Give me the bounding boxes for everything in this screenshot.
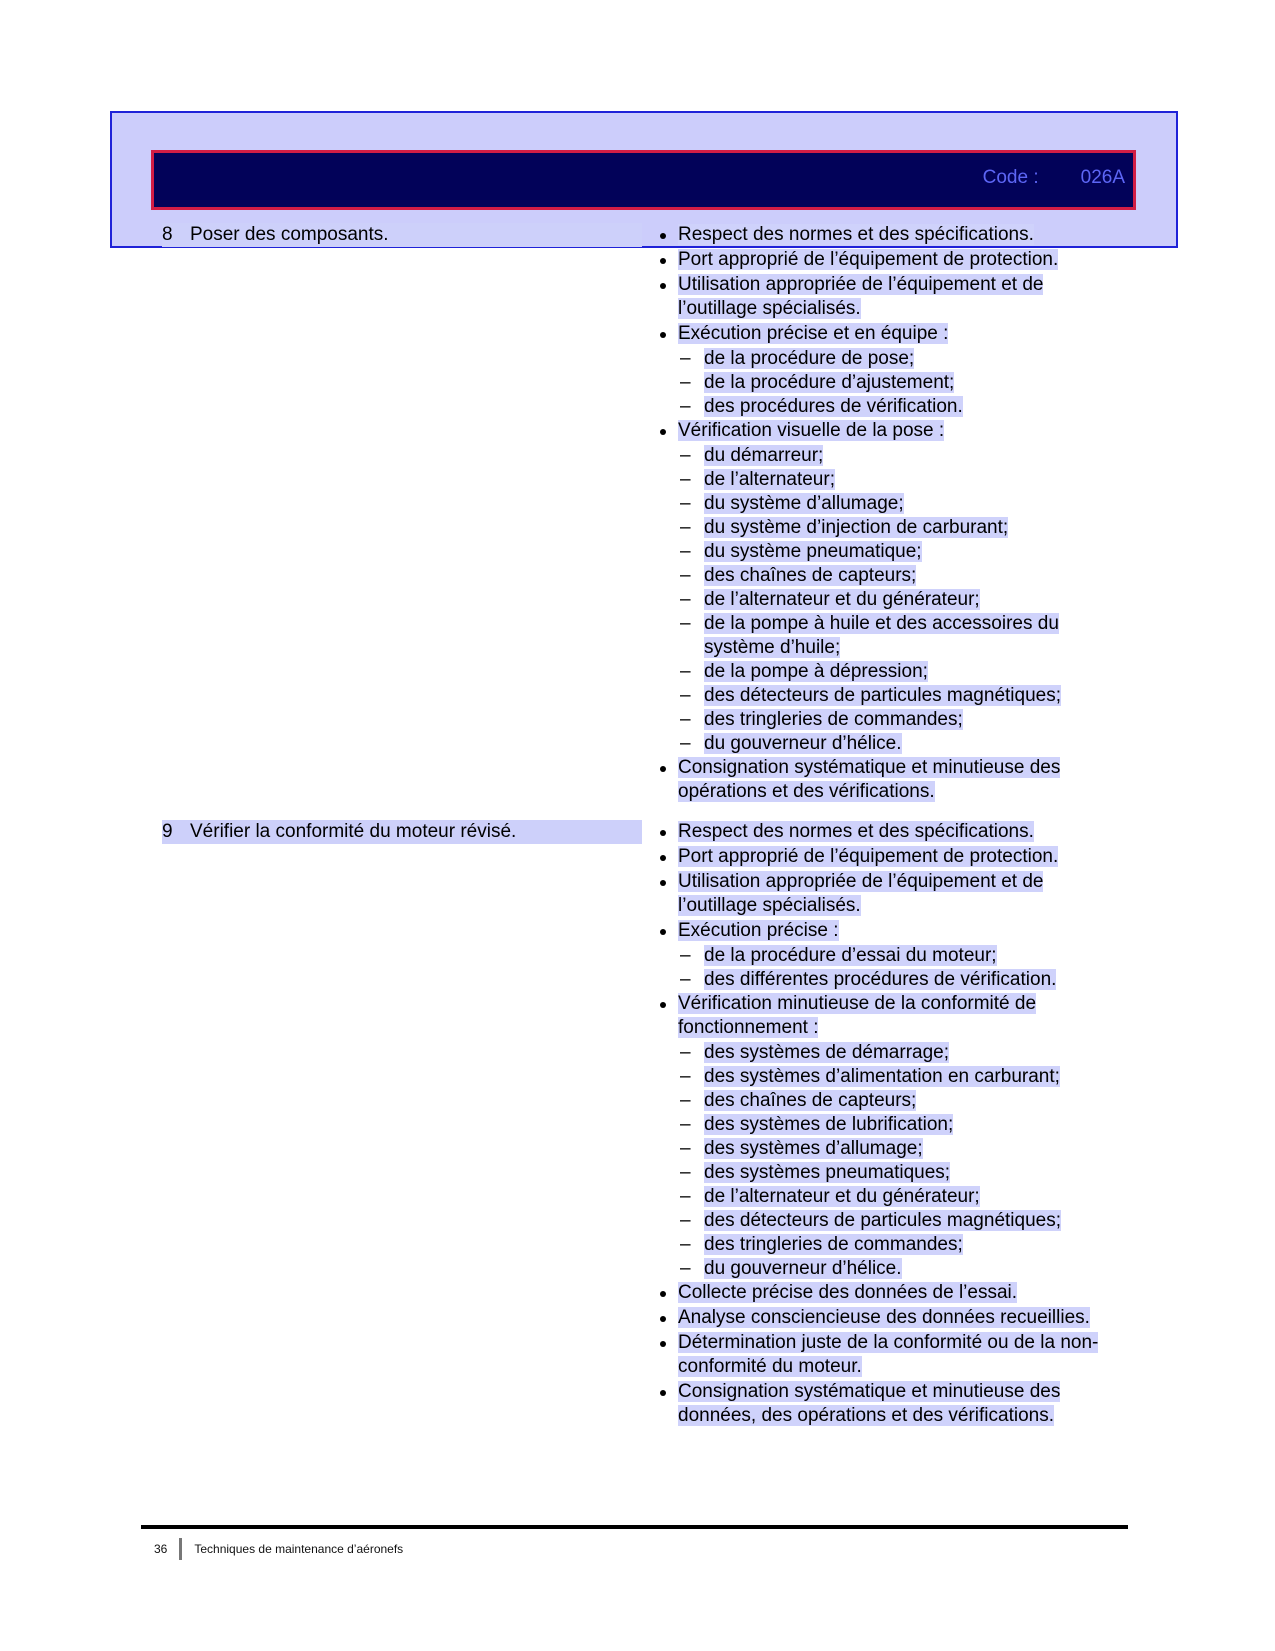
dash-icon: – [680, 589, 691, 610]
criteria-item [656, 273, 1106, 321]
dash-icon: – [680, 613, 691, 634]
dash-icon: – [680, 469, 691, 490]
dash-icon: – [680, 1042, 691, 1063]
criteria-subitem [656, 347, 1106, 371]
page-number: 36 [154, 1542, 168, 1556]
criteria-subitem [656, 684, 1106, 708]
subitem-text: des systèmes d’allumage; [704, 1138, 923, 1159]
bullet-icon [660, 1002, 666, 1008]
code-field [983, 167, 1125, 189]
criteria-subitem [656, 588, 1106, 612]
dash-icon: – [680, 348, 691, 369]
element-number: 8 [162, 224, 173, 245]
bullet-icon [660, 880, 666, 886]
criteria-subitem [656, 516, 1106, 540]
subitem-text: du système pneumatique; [704, 541, 922, 562]
criteria-text: Vérification minutieuse de la conformité de fonctionnement : [678, 993, 1037, 1038]
dash-icon: – [680, 1162, 691, 1183]
criteria-subitem [656, 708, 1106, 732]
dash-icon: – [680, 1210, 691, 1231]
dash-icon: – [680, 565, 691, 586]
subitem-text: des systèmes de lubrification; [704, 1114, 954, 1135]
criteria-text: Consignation systématique et minutieuse des opérations et des vérifications. [678, 757, 1061, 802]
criteria-text: Utilisation appropriée de l’équipement et de l’outillage spécialisés. [678, 871, 1044, 916]
bullet-icon [660, 830, 666, 836]
footer-rule [141, 1525, 1128, 1529]
subitem-text: du gouverneur d’hélice. [704, 1258, 902, 1279]
criteria-text: Utilisation appropriée de l’équipement et de l’outillage spécialisés. [678, 274, 1044, 319]
criteria-item [656, 1306, 1106, 1330]
criteria-item [656, 992, 1106, 1040]
bullet-icon [660, 233, 666, 239]
bullet-icon [660, 766, 666, 772]
subitem-text: de l’alternateur et du générateur; [704, 1186, 980, 1207]
dash-icon: – [680, 709, 691, 730]
bullet-icon [660, 283, 666, 289]
criteria-text: Respect des normes et des spécifications. [678, 224, 1034, 245]
subitem-text: des tringleries de commandes; [704, 1234, 963, 1255]
criteria-text: Détermination juste de la conformité ou de la non-conformité du moteur. [678, 1332, 1099, 1377]
footer-separator [179, 1538, 182, 1560]
subitem-text: des détecteurs de particules magnétiques; [704, 685, 1061, 706]
footer-title: Techniques de maintenance d’aéronefs [194, 1542, 404, 1556]
dash-icon: – [680, 541, 691, 562]
criteria-subitem [656, 1113, 1106, 1137]
subitem-text: des tringleries de commandes; [704, 709, 963, 730]
criteria-subitem [656, 660, 1106, 684]
dash-icon: – [680, 969, 691, 990]
dash-icon: – [680, 661, 691, 682]
subitem-text: de la procédure d’ajustement; [704, 372, 955, 393]
criteria-subitem [656, 612, 1106, 660]
criteria-text: Exécution précise et en équipe : [678, 323, 949, 344]
dash-icon: – [680, 396, 691, 417]
criteria-subitem [656, 1089, 1106, 1113]
subitem-text: des systèmes de démarrage; [704, 1042, 950, 1063]
criteria-item [656, 1380, 1106, 1428]
subitem-text: de la procédure de pose; [704, 348, 915, 369]
header-bar [151, 150, 1136, 210]
criteria-item [656, 845, 1106, 869]
bullet-icon [660, 855, 666, 861]
dash-icon: – [680, 493, 691, 514]
subitem-text: des chaînes de capteurs; [704, 565, 917, 586]
element-number: 9 [162, 821, 173, 842]
subitem-text: des systèmes d’alimentation en carburant; [704, 1066, 1060, 1087]
criteria-subitem [656, 395, 1106, 419]
dash-icon: – [680, 1258, 691, 1279]
criteria-subitem [656, 1257, 1106, 1281]
criteria-item [656, 223, 1106, 247]
bullet-icon [660, 1316, 666, 1322]
criteria-item [656, 820, 1106, 844]
criteria-text: Exécution précise : [678, 920, 839, 941]
criteria-subitem [656, 564, 1106, 588]
bullet-icon [660, 429, 666, 435]
criteria-text: Port approprié de l’équipement de protection. [678, 249, 1059, 270]
footer [154, 1538, 403, 1560]
criteria-subitem [656, 492, 1106, 516]
criteria-text: Port approprié de l’équipement de protection. [678, 846, 1059, 867]
bullet-icon [660, 1291, 666, 1297]
criteria-item [656, 1331, 1106, 1379]
criteria-subitem [656, 468, 1106, 492]
bullet-icon [660, 332, 666, 338]
subitem-text: des systèmes pneumatiques; [704, 1162, 951, 1183]
dash-icon: – [680, 685, 691, 706]
subitem-text: du gouverneur d’hélice. [704, 733, 902, 754]
criteria-subitem [656, 944, 1106, 968]
criteria-subitem [656, 1137, 1106, 1161]
dash-icon: – [680, 1066, 691, 1087]
dash-icon: – [680, 517, 691, 538]
criteria-list [656, 820, 1106, 1429]
subitem-text: des différentes procédures de vérification. [704, 969, 1057, 990]
criteria-item [656, 870, 1106, 918]
criteria-subitem [656, 1185, 1106, 1209]
subitem-text: des procédures de vérification. [704, 396, 963, 417]
dash-icon: – [680, 945, 691, 966]
criteria-subitem [656, 1065, 1106, 1089]
bullet-icon [660, 1390, 666, 1396]
criteria-item [656, 322, 1106, 346]
subitem-text: du démarreur; [704, 445, 824, 466]
criteria-text: Collecte précise des données de l’essai. [678, 1282, 1018, 1303]
criteria-subitem [656, 1161, 1106, 1185]
dash-icon: – [680, 1138, 691, 1159]
dash-icon: – [680, 1186, 691, 1207]
bullet-icon [660, 1341, 666, 1347]
subitem-text: du système d’injection de carburant; [704, 517, 1009, 538]
dash-icon: – [680, 372, 691, 393]
dash-icon: – [680, 1234, 691, 1255]
criteria-subitem [656, 968, 1106, 992]
criteria-text: Vérification visuelle de la pose : [678, 420, 945, 441]
criteria-subitem [656, 444, 1106, 468]
criteria-item [656, 248, 1106, 272]
bullet-icon [660, 929, 666, 935]
subitem-text: des chaînes de capteurs; [704, 1090, 917, 1111]
element-title-text: Poser des composants. [190, 224, 389, 245]
criteria-list [656, 223, 1106, 805]
criteria-subitem [656, 371, 1106, 395]
element-title [162, 820, 642, 844]
criteria-item [656, 1281, 1106, 1305]
subitem-text: de la pompe à huile et des accessoires du système d’huile; [704, 613, 1059, 658]
criteria-subitem [656, 1041, 1106, 1065]
dash-icon: – [680, 445, 691, 466]
subitem-text: des détecteurs de particules magnétiques; [704, 1210, 1061, 1231]
subitem-text: de la pompe à dépression; [704, 661, 928, 682]
subitem-text: de l’alternateur et du générateur; [704, 589, 980, 610]
dash-icon: – [680, 1114, 691, 1135]
criteria-subitem [656, 1209, 1106, 1233]
subitem-text: du système d’allumage; [704, 493, 904, 514]
dash-icon: – [680, 1090, 691, 1111]
subitem-text: de l’alternateur; [704, 469, 835, 490]
criteria-subitem [656, 732, 1106, 756]
criteria-text: Respect des normes et des spécifications. [678, 821, 1034, 842]
subitem-text: de la procédure d’essai du moteur; [704, 945, 997, 966]
element-title-text: Vérifier la conformité du moteur révisé. [190, 821, 517, 842]
element-title [162, 223, 642, 247]
criteria-text: Analyse consciencieuse des données recueillies. [678, 1307, 1090, 1328]
dash-icon: – [680, 733, 691, 754]
criteria-text: Consignation systématique et minutieuse des données, des opérations et des vérifications. [678, 1381, 1061, 1426]
criteria-subitem [656, 540, 1106, 564]
bullet-icon [660, 258, 666, 264]
criteria-item [656, 756, 1106, 804]
code-label: Code : [982, 167, 1039, 188]
criteria-subitem [656, 1233, 1106, 1257]
criteria-item [656, 919, 1106, 943]
code-value: 026A [1080, 167, 1125, 188]
criteria-item [656, 419, 1106, 443]
